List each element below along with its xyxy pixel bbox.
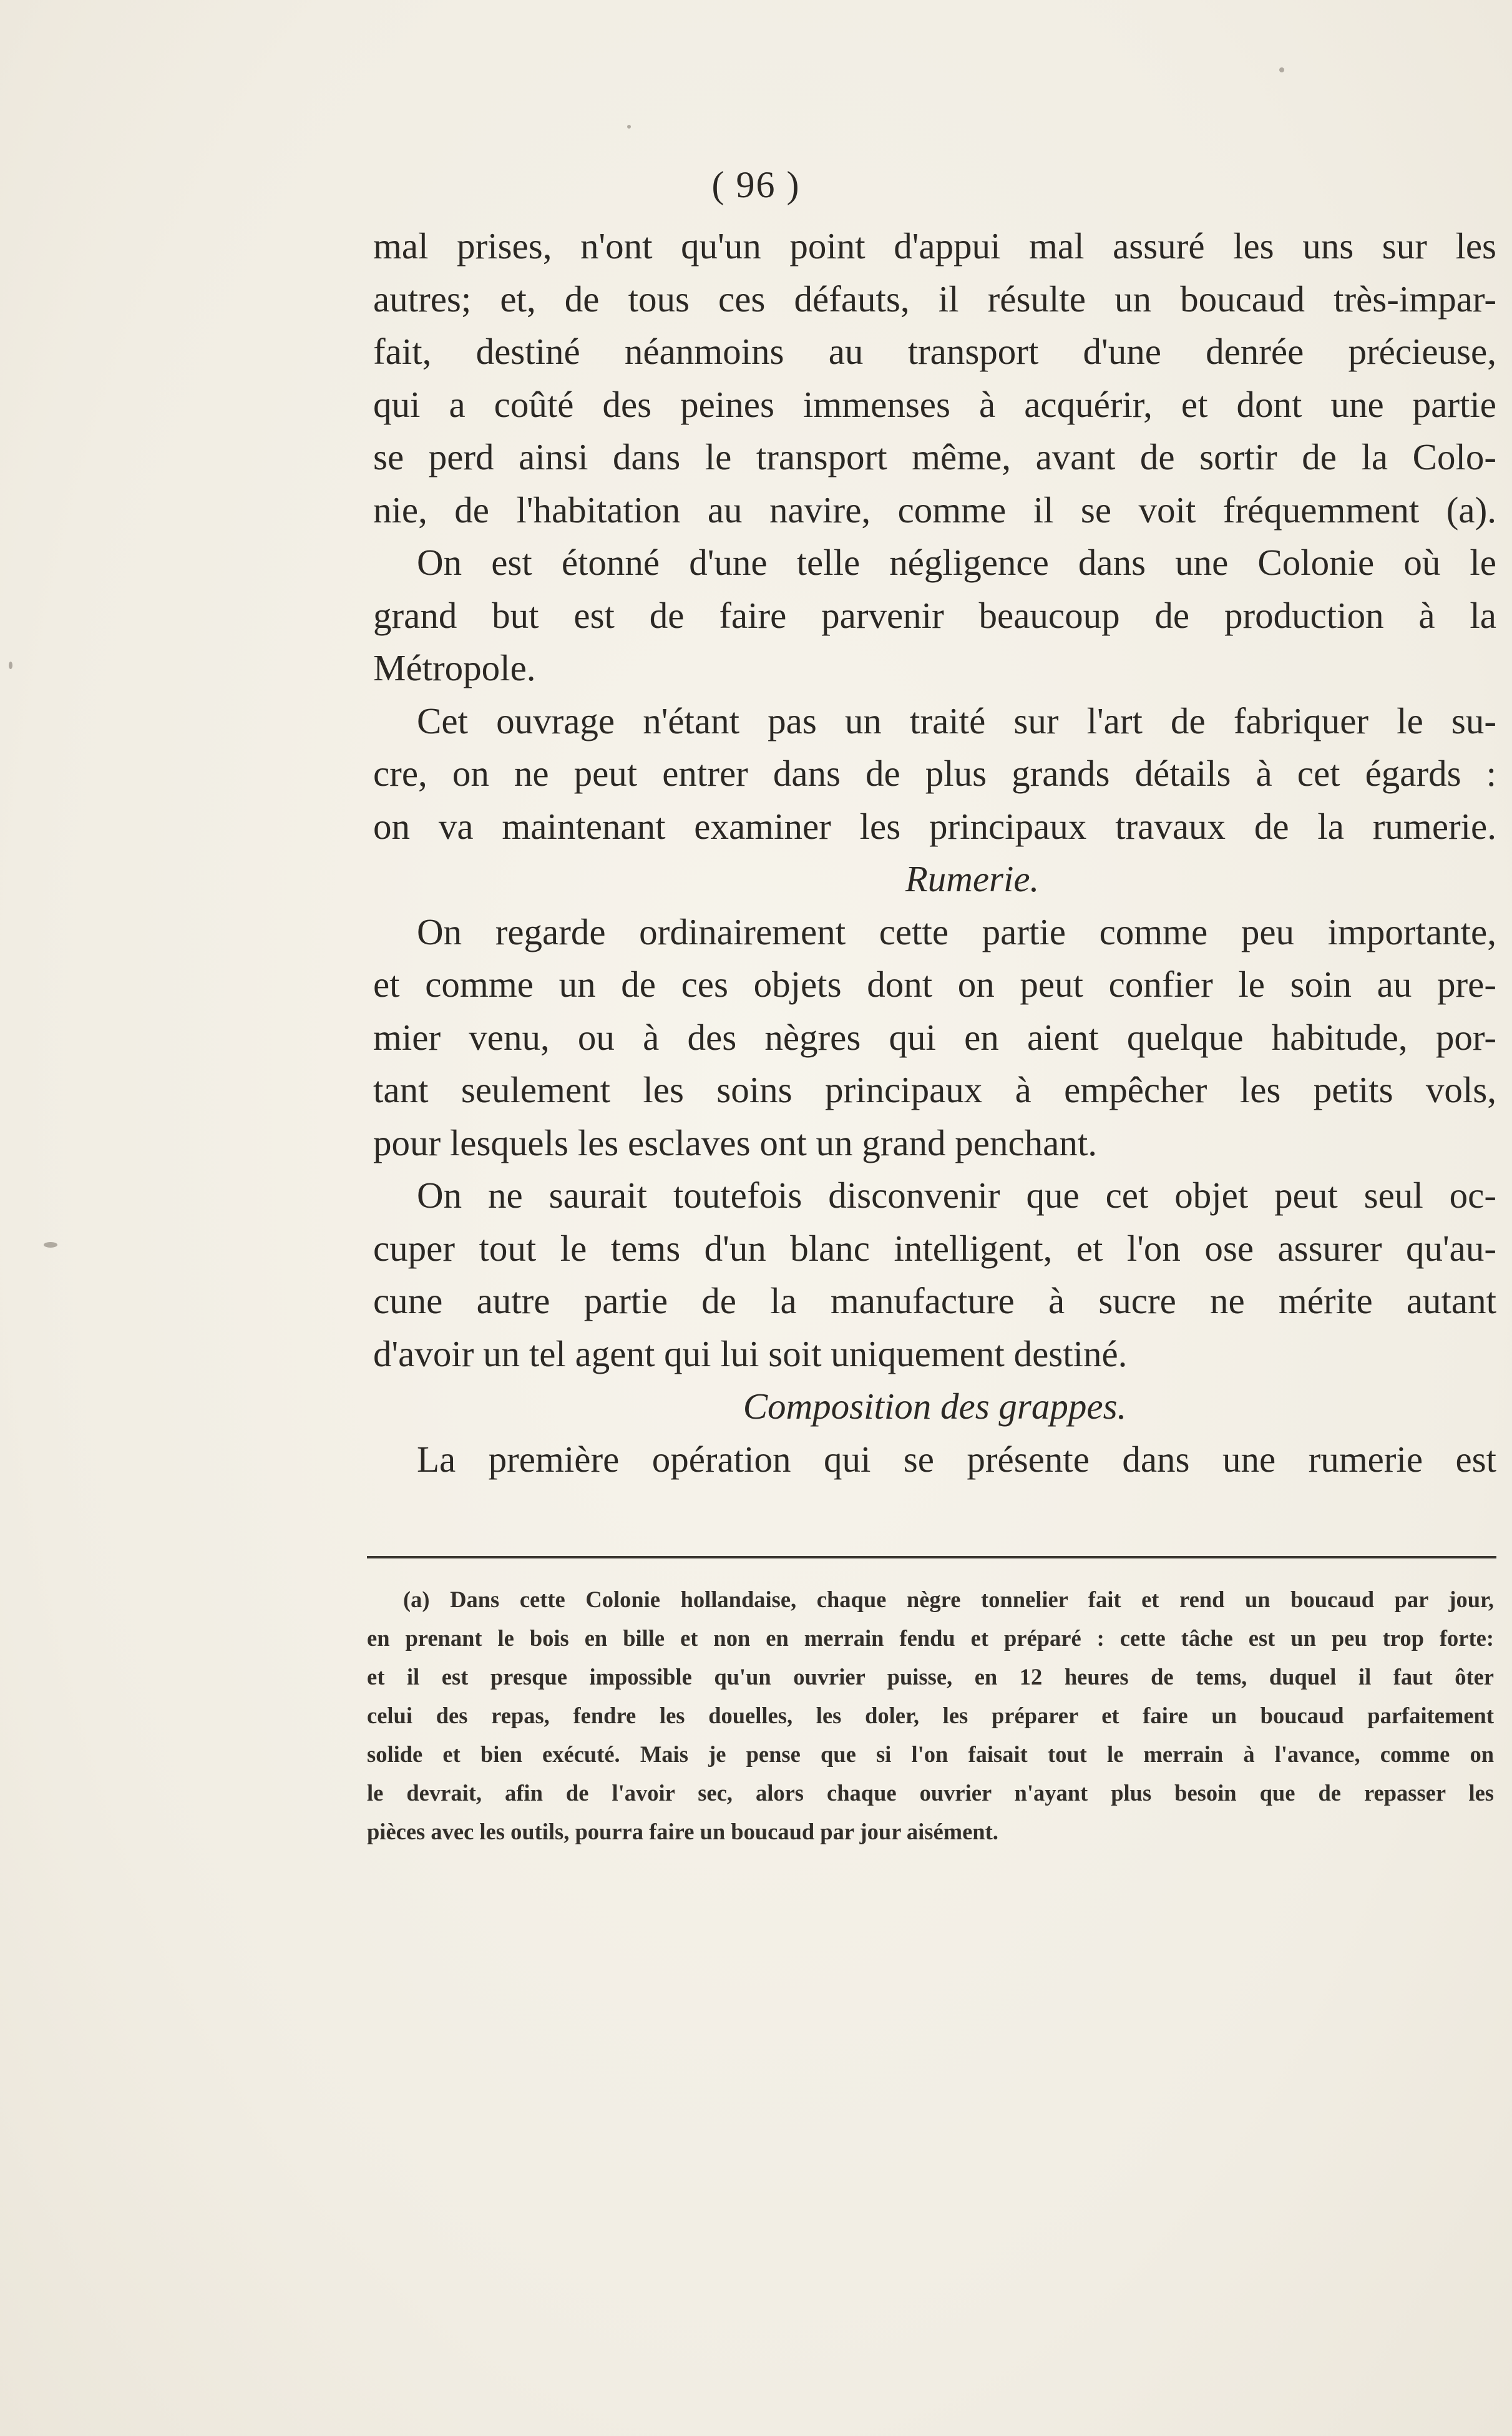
text-line: autres; et, de tous ces défauts, il résulte un boucaud très-impar-: [373, 278, 1496, 320]
footnote-line: en prenant le bois en bille et non en merrain fendu et préparé : cette tâche est un peu trop forte:: [367, 1625, 1494, 1651]
footnote: [367, 1580, 1494, 1851]
ink-speck: [44, 1242, 57, 1248]
footnote-line: le devrait, afin de l'avoir sec, alors chaque ouvrier n'ayant plus besoin que de repasser les: [367, 1780, 1494, 1806]
text-line: On regarde ordinairement cette partie comme peu importante,: [417, 911, 1496, 952]
ink-speck: [1279, 67, 1284, 72]
main-text: [373, 220, 1496, 1485]
text-line: d'avoir un tel agent qui lui soit uniquement destiné.: [373, 1333, 1128, 1374]
footnote-rule: [367, 1556, 1496, 1558]
text-line: grand but est de faire parvenir beaucoup de production à la: [373, 594, 1496, 636]
text-line: On est étonné d'une telle négligence dans une Colonie où le: [417, 542, 1496, 583]
text-line: mier venu, ou à des nègres qui en aient quelque habitude, por-: [373, 1016, 1496, 1058]
ink-speck: [627, 125, 631, 129]
text-line: cuper tout le tems d'un blanc intelligent, et l'on ose assurer qu'au-: [373, 1227, 1496, 1269]
text-line: La première opération qui se présente dans une rumerie est: [417, 1438, 1496, 1480]
text-line: on va maintenant examiner les principaux travaux de la rumerie.: [373, 805, 1496, 847]
text-line: qui a coûté des peines immenses à acquérir, et dont une partie: [373, 383, 1496, 425]
text-line: On ne saurait toutefois disconvenir que cet objet peut seul oc-: [417, 1175, 1496, 1216]
text-line: nie, de l'habitation au navire, comme il se voit fréquemment (a).: [373, 489, 1496, 531]
text-line: cune autre partie de la manufacture à sucre ne mérite autant: [373, 1280, 1496, 1321]
text-line: cre, on ne peut entrer dans de plus grands détails à cet égards :: [373, 753, 1496, 794]
text-line: mal prises, n'ont qu'un point d'appui mal assuré les uns sur les: [373, 225, 1496, 267]
section-heading: Composition des grappes.: [743, 1386, 1127, 1427]
section-heading: Rumerie.: [905, 858, 1040, 899]
text-line: fait, destiné néanmoins au transport d'une denrée précieuse,: [373, 331, 1496, 372]
text-line: pour lesquels les esclaves ont un grand penchant.: [373, 1122, 1098, 1163]
page-number: ( 96 ): [711, 164, 801, 205]
text-line: et comme un de ces objets dont on peut confier le soin au pre-: [373, 964, 1496, 1005]
ink-speck: [9, 662, 12, 669]
text-line: tant seulement les soins principaux à empêcher les petits vols,: [373, 1069, 1496, 1110]
text-line: se perd ainsi dans le transport même, avant de sortir de la Colo-: [373, 436, 1496, 477]
footnote-line: celui des repas, fendre les douelles, les doler, les préparer et faire un boucaud parfaitement: [367, 1703, 1494, 1728]
text-line: Métropole.: [373, 647, 536, 688]
footnote-line: solide et bien exécuté. Mais je pense que si l'on faisait tout le merrain à l'avance, comme on: [367, 1741, 1494, 1767]
footnote-line: (a) Dans cette Colonie hollandaise, chaque nègre tonnelier fait et rend un boucaud par jour,: [403, 1587, 1494, 1612]
text-line: Cet ouvrage n'étant pas un traité sur l'art de fabriquer le su-: [417, 700, 1496, 741]
footnote-line: pièces avec les outils, pourra faire un boucaud par jour aisément.: [367, 1819, 998, 1844]
footnote-line: et il est presque impossible qu'un ouvrier puisse, en 12 heures de tems, duquel il faut ôter: [367, 1664, 1494, 1690]
